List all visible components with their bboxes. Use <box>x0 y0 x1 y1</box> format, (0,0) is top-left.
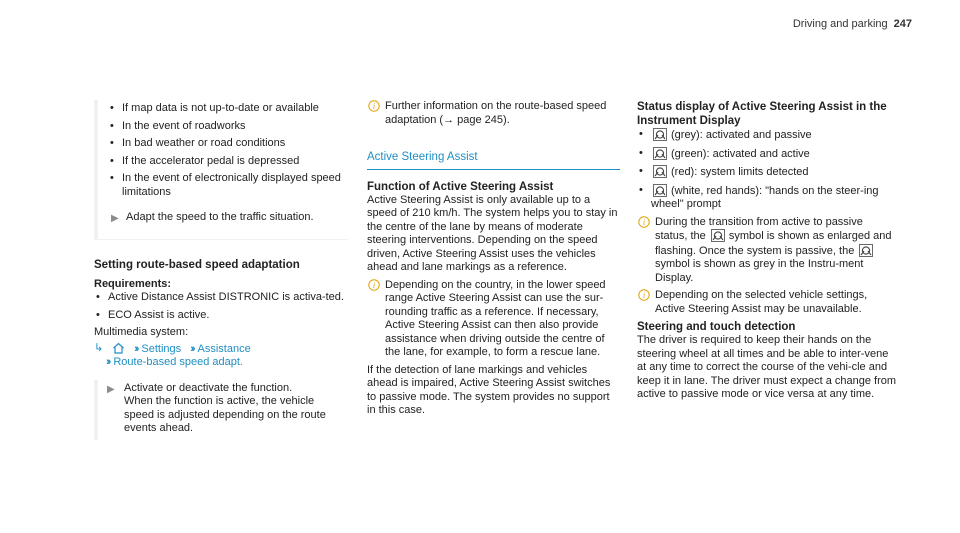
note-text: Depending on the selected vehicle settings, Active Steering Assist may be unavailable. <box>655 289 868 315</box>
section-title: Active Steering Assist <box>367 151 620 170</box>
steering-assist-icon <box>711 229 725 242</box>
subsection-heading: Steering and touch detection <box>637 321 796 333</box>
paragraph: Active Steering Assist is only available up to a speed of 210 km/h. The system helps you to stay in the centre of the lane by means of moderate steering interventions. Depending on the speed driven, Active Steering Assist uses the vehicles ahead and lane markings as a reference. <box>367 193 618 273</box>
steering-assist-icon <box>653 184 667 197</box>
status-list <box>637 128 897 212</box>
note-text: Further information on the route-based speed adaptation (→ page 245). <box>385 100 607 126</box>
list-item: • ECO Assist is active. <box>94 309 347 323</box>
info-icon <box>638 216 650 228</box>
list-item: • (grey): activated and passive <box>637 128 897 143</box>
steering-assist-icon <box>653 165 667 178</box>
chevron-double-right-icon: ›› <box>190 342 194 355</box>
note <box>637 289 897 316</box>
arrow-right-icon: ↳ <box>94 341 104 354</box>
requirements-label: Requirements: <box>94 277 172 290</box>
instruction-text: Adapt the speed to the traffic situation. <box>126 211 314 223</box>
list-item: • If the accelerator pedal is depressed <box>108 155 348 169</box>
multimedia-label: Multimedia system: <box>94 326 189 338</box>
list-item: • (red): system limits detected <box>637 165 897 180</box>
home-icon <box>112 342 125 354</box>
action-box <box>94 380 347 440</box>
chevron-double-right-icon: ›› <box>106 356 110 368</box>
section-title: Driving and parking <box>792 18 888 30</box>
list-item: • (white, red hands): "hands on the steer-ing wheel" prompt <box>637 184 897 212</box>
steering-assist-icon <box>653 147 667 160</box>
arrow-right-icon: ▶ <box>111 213 119 224</box>
svg-text:i: i <box>372 280 376 290</box>
chevron-double-right-icon: ›› <box>134 342 138 355</box>
note: i During the transition from active to passive status, the symbol is shown as enlarged and flashing. Once the system is passive, the symbol is shown as grey in the Instru-ment Display. <box>637 216 897 286</box>
column-3 <box>637 100 897 402</box>
steering-assist-icon <box>859 244 873 257</box>
svg-text:i: i <box>642 217 646 227</box>
svg-text:i: i <box>642 291 646 301</box>
conditions-list <box>108 102 348 199</box>
list-item: • In bad weather or road conditions <box>108 137 348 151</box>
list-item: • (green): activated and active <box>637 147 897 162</box>
column-1 <box>94 100 347 440</box>
paragraph: The driver is required to keep their hands on the steering wheel at all times and be able to inter-vene at any time to correct the course of the vehi-cle and keep it in lane. The driver must expect a change from active to passive mode or vice versa at any time. <box>637 334 897 400</box>
list-item: • If map data is not up-to-date or available <box>108 102 348 116</box>
paragraph: If the detection of lane markings and vehicles ahead is impaired, Active Steering Assist switches to passive mode. The system provides no support in this case. <box>367 363 611 416</box>
page-number: 247 <box>893 18 912 30</box>
menu-settings: Settings <box>141 342 182 355</box>
menu-path <box>94 342 347 370</box>
instruction <box>108 211 348 225</box>
menu-route-based: Route-based speed adapt. <box>113 356 243 368</box>
note <box>367 279 620 360</box>
info-icon <box>368 100 380 112</box>
subsection-heading: Function of Active Steering Assist <box>367 180 554 193</box>
section-heading: Status display of Active Steering Assist in the Instrument Display <box>637 101 887 127</box>
conditions-box <box>94 100 348 240</box>
list-item: • In the event of roadworks <box>108 120 348 134</box>
info-icon <box>368 279 380 291</box>
page-header <box>793 18 912 32</box>
menu-assistance: Assistance <box>197 342 251 355</box>
action-text: When the function is active, the vehicle speed is adjusted depending on the route events ahead. <box>124 395 326 434</box>
column-2 <box>367 100 620 418</box>
section-heading: Setting route-based speed adaptation <box>94 258 300 271</box>
list-item: • Active Distance Assist DISTRONIC is activa-ted. <box>94 291 347 305</box>
info-icon <box>638 289 650 301</box>
action-title: Activate or deactivate the function. <box>124 381 293 394</box>
svg-text:i: i <box>372 102 376 112</box>
note-text: Depending on the country, in the lower speed range Active Steering Assist can use the sur-rounding traffic as a reference. If necessary, Active Steering Assist can then also provide assistance when driving outside the centre of the lane, for example, to form a rescue lane. <box>385 278 606 358</box>
arrow-right-icon: ▶ <box>107 383 115 395</box>
list-item: • In the event of electronically displayed speed limitations <box>108 172 348 199</box>
note <box>367 100 620 127</box>
steering-assist-icon <box>653 128 667 141</box>
requirements-list <box>94 291 347 322</box>
